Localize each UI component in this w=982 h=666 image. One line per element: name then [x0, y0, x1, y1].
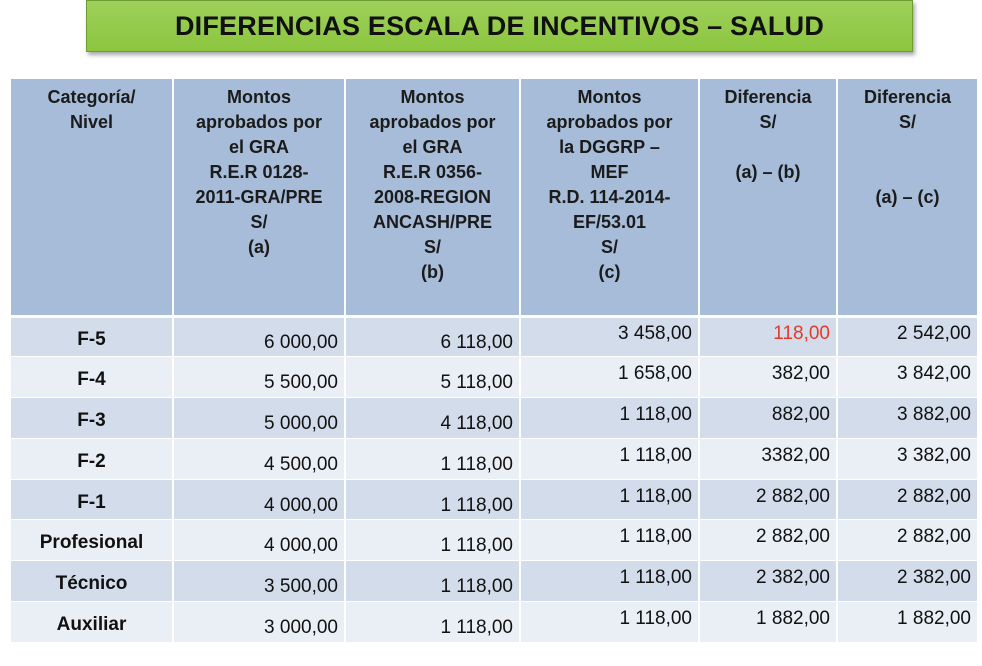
- header-line: (a) – (b): [735, 162, 801, 182]
- monto-a-cell: 3 500,00: [173, 561, 345, 602]
- nivel-cell: Profesional: [11, 520, 173, 561]
- monto-b-cell: 1 118,00: [345, 602, 520, 643]
- header-line: S/: [250, 212, 268, 232]
- title-banner: [86, 0, 913, 52]
- monto-b-cell: 1 118,00: [345, 479, 520, 520]
- monto-c-cell: 1 118,00: [520, 479, 699, 520]
- header-line: aprobados por: [195, 112, 322, 132]
- header-line: R.D. 114-2014-: [548, 187, 671, 207]
- table-row: [11, 561, 977, 602]
- monto-c-cell: 1 118,00: [520, 520, 699, 561]
- monto-a-cell: 3 000,00: [173, 602, 345, 643]
- header-line: (c): [598, 262, 621, 282]
- nivel-cell: F-1: [11, 479, 173, 520]
- header-line: Montos: [227, 87, 291, 107]
- nivel-cell: F-4: [11, 357, 173, 398]
- table-row: [11, 479, 977, 520]
- nivel-cell: F-5: [11, 316, 173, 357]
- header-line: S/: [600, 237, 618, 257]
- monto-b-cell: 4 118,00: [345, 398, 520, 439]
- header-line: MEF: [590, 162, 629, 182]
- header-line: S/: [898, 112, 916, 132]
- table-row: [11, 438, 977, 479]
- header-diferencia-ac: [837, 79, 977, 316]
- diferencia-ab-cell: 1 882,00: [699, 602, 837, 643]
- diferencia-ac-cell: 3 382,00: [837, 438, 977, 479]
- monto-c-cell: 3 458,00: [520, 316, 699, 357]
- monto-a-cell: 5 500,00: [173, 357, 345, 398]
- diferencia-ab-cell: 382,00: [699, 357, 837, 398]
- diferencia-ac-cell: 3 882,00: [837, 398, 977, 439]
- monto-b-cell: 1 118,00: [345, 561, 520, 602]
- monto-b-cell: 1 118,00: [345, 438, 520, 479]
- monto-a-cell: 5 000,00: [173, 398, 345, 439]
- header-montos-c: [520, 79, 699, 316]
- page-title: DIFERENCIAS ESCALA DE INCENTIVOS – SALUD: [174, 10, 825, 41]
- header-line: Diferencia: [724, 87, 812, 107]
- diferencia-ac-cell: 2 882,00: [837, 520, 977, 561]
- header-line: EF/53.01: [572, 212, 647, 232]
- header-line: aprobados por: [546, 112, 673, 132]
- header-montos-b: [345, 79, 520, 316]
- diferencia-ab-cell: 2 882,00: [699, 520, 837, 561]
- nivel-cell: F-2: [11, 438, 173, 479]
- header-line: R.E.R 0128-: [209, 162, 309, 182]
- header-line: (a): [248, 237, 270, 257]
- header-line: S/: [759, 112, 777, 132]
- table-row: [11, 520, 977, 561]
- table-header: [11, 79, 977, 316]
- diferencia-ab-cell: 882,00: [699, 398, 837, 439]
- header-line: (b): [421, 262, 444, 282]
- header-line: 2011-GRA/PRE: [195, 187, 323, 207]
- table-row: [11, 357, 977, 398]
- table-row: [11, 398, 977, 439]
- monto-a-cell: 6 000,00: [173, 316, 345, 357]
- header-line: 2008-REGION: [373, 187, 492, 207]
- diferencia-ab-cell: 118,00: [699, 316, 837, 357]
- table-row: [11, 602, 977, 643]
- header-line: Montos: [400, 87, 465, 107]
- monto-a-cell: 4 500,00: [173, 438, 345, 479]
- header-line: el GRA: [402, 137, 463, 157]
- header-line: ANCASH/PRE: [372, 212, 492, 232]
- header-line: Diferencia: [863, 87, 952, 107]
- nivel-cell: F-3: [11, 398, 173, 439]
- table-body: [11, 316, 977, 642]
- nivel-cell: Auxiliar: [11, 602, 173, 643]
- diferencia-ac-cell: 2 382,00: [837, 561, 977, 602]
- header-line: S/: [423, 237, 441, 257]
- diferencia-ac-cell: 1 882,00: [837, 602, 977, 643]
- header-line: el GRA: [228, 137, 289, 157]
- header-line: aprobados por: [369, 112, 496, 132]
- nivel-cell: Técnico: [11, 561, 173, 602]
- diferencia-ab-cell: 2 382,00: [699, 561, 837, 602]
- diferencia-ab-cell: 2 882,00: [699, 479, 837, 520]
- monto-c-cell: 1 118,00: [520, 561, 699, 602]
- monto-a-cell: 4 000,00: [173, 479, 345, 520]
- header-line: (a) – (c): [875, 187, 940, 207]
- diferencia-ab-cell: 3382,00: [699, 438, 837, 479]
- monto-a-cell: 4 000,00: [173, 520, 345, 561]
- monto-b-cell: 1 118,00: [345, 520, 520, 561]
- header-line: Nivel: [69, 112, 114, 132]
- incentives-table: [11, 79, 977, 643]
- monto-b-cell: 5 118,00: [345, 357, 520, 398]
- monto-c-cell: 1 118,00: [520, 398, 699, 439]
- header-diferencia-ab: [699, 79, 837, 316]
- header-line: Montos: [577, 87, 642, 107]
- diferencia-ac-cell: 2 542,00: [837, 316, 977, 357]
- monto-c-cell: 1 118,00: [520, 438, 699, 479]
- header-line: la DGGRP –: [559, 137, 660, 157]
- diferencia-ac-cell: 3 842,00: [837, 357, 977, 398]
- monto-b-cell: 6 118,00: [345, 316, 520, 357]
- header-line: R.E.R 0356-: [382, 162, 483, 182]
- header-row: [11, 79, 977, 316]
- monto-c-cell: 1 658,00: [520, 357, 699, 398]
- table-row: [11, 316, 977, 357]
- header-line: Categoría/: [47, 87, 136, 107]
- monto-c-cell: 1 118,00: [520, 602, 699, 643]
- header-montos-a: [173, 79, 345, 316]
- header-categoria-nivel: [11, 79, 173, 316]
- diferencia-ac-cell: 2 882,00: [837, 479, 977, 520]
